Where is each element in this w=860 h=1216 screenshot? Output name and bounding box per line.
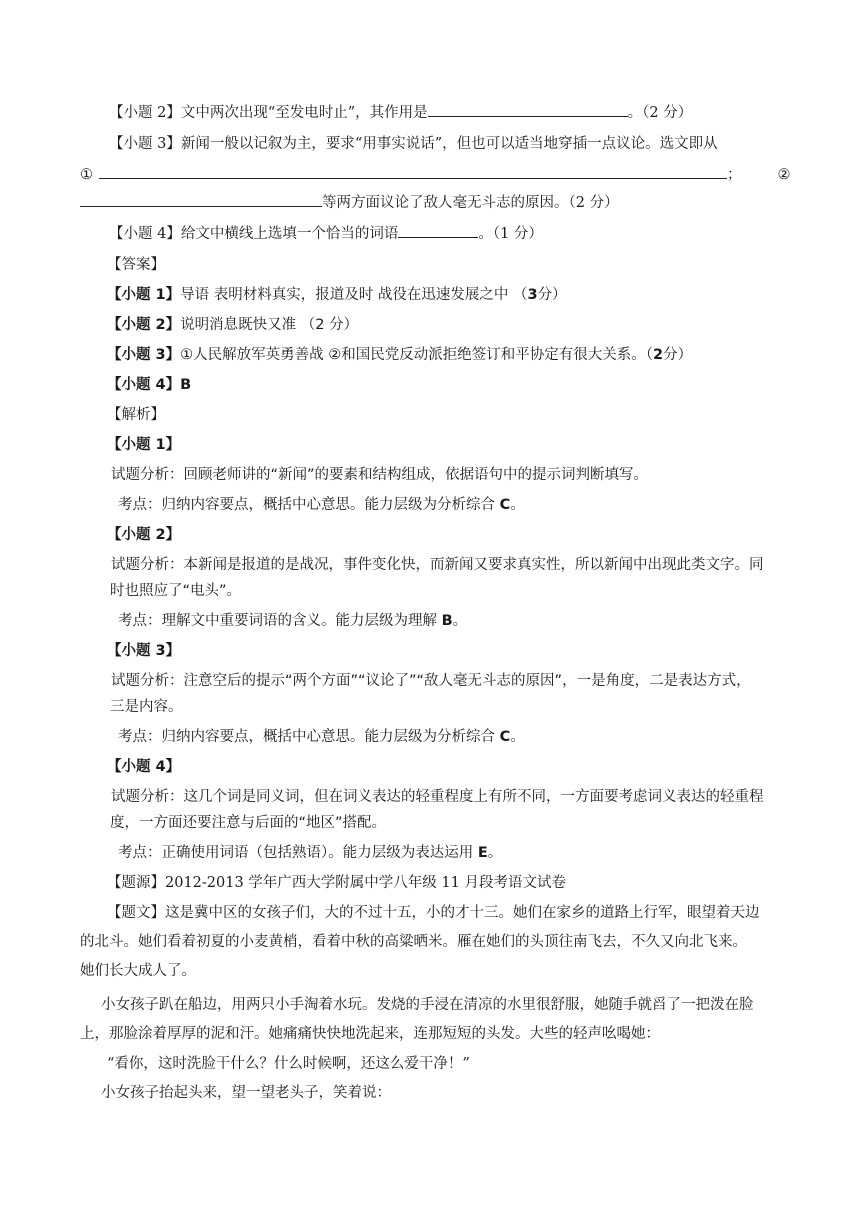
answer-text: B [180,377,192,393]
separator: ； [727,167,742,183]
passage-line-4: 小女孩子趴在船边，用两只小手淘着水玩。发烧的手浸在清凉的水里很舒服，她随手就舀了一把泼在脸 [101,997,754,1013]
source-label: 【题源】 [107,875,165,891]
analysis-1-label [107,434,180,456]
level-letter: C [499,729,511,745]
analysis-heading: 【解析】 [107,407,165,423]
passage-line-3: 她们长大成人了。 [80,963,196,979]
answer-label: 【小题 2】 [107,317,181,333]
circle-two-mark: ② [777,167,791,183]
level-letter: C [499,497,511,513]
question-text: 给文中横线上选填一个恰当的词语 [180,226,399,242]
question-3-line2 [80,164,791,186]
answer-4 [107,374,191,396]
analysis-1-point [118,494,525,516]
question-label: 【小题 2】 [109,105,181,121]
passage-line-7: 小女孩子抬起头来，望一望老头子，笑着说： [101,1085,391,1101]
point-end: 。 [487,845,503,861]
analysis-label: 【小题 1】 [107,437,181,453]
answer-score: 3 [527,287,538,303]
analysis-3-text-2: 三是内容。 [110,699,183,715]
answer-end: 分） [537,287,567,303]
answer-1 [107,284,567,306]
analysis-2-text-1: 试题分析：本新闻是报道的是战况，事件变化快，而新闻又要求真实性，所以新闻中出现此类文字。同 [111,557,764,573]
source-line [107,872,566,894]
level-letter: B [441,613,453,629]
point-text: 考点：归纳内容要点，概括中心意思。能力层级为分析综合 [118,497,500,513]
analysis-3-point [118,726,525,748]
answer-text: 说明消息既快又准 （2 分） [180,317,359,333]
passage-label: 【题文】 [107,905,165,921]
source-text: 2012-2013 学年广西大学附属中学八年级 11 月段考语文试卷 [165,875,566,891]
passage-line-5: 上，那脸涂着厚厚的泥和汗。她痛痛快快地洗起来，连那短短的头发。大些的轻声吆喝她： [80,1026,660,1042]
point-end: 。 [452,613,468,629]
analysis-4-text-1: 试题分析：这几个词是同义词，但在词义表达的轻重程度上有所不同，一方面要考虑词义表达的轻重程 [111,789,764,805]
analysis-2-text-2: 时也照应了“电头”。 [110,583,242,599]
analysis-3-label [107,640,180,662]
answer-3 [107,344,692,366]
question-tail: 。（1 分） [478,226,543,242]
analysis-label: 【小题 3】 [107,643,181,659]
answer-score: 2 [653,347,664,363]
level-letter: E [477,845,488,861]
passage-line-2: 的北斗。她们看着初夏的小麦黄梢，看着中秋的高粱晒米。雁在她们的头顶往南飞去，不久又向北飞来。 [80,934,747,950]
passage-line-1 [107,902,760,924]
point-end: 。 [510,729,525,745]
point-text: 考点：正确使用词语（包括熟语）。能力层级为表达运用 [118,845,478,861]
answer-end: 分） [663,347,693,363]
answer-heading: 【答案】 [107,257,165,273]
question-label: 【小题 3】 [109,136,181,152]
question-2 [109,102,692,124]
question-text: 文中两次出现“至发电时止”，其作用是 [180,105,428,121]
question-text: 新闻一般以记叙为主，要求“用事实说话”，但也可以适当地穿插一点议论。选文即从 [180,136,718,152]
circle-one-mark: ① [80,167,93,183]
answer-blank[interactable] [398,223,478,238]
passage-line-6: “看你，这时洗脸干什么？什么时候啊，还这么爱干净！” [107,1056,470,1072]
analysis-4-text-2: 度，一方面还要注意与后面的“地区”搭配。 [110,815,387,831]
question-tail: 等两方面议论了敌人毫无斗志的原因。（2 分） [322,195,619,211]
point-text: 考点：归纳内容要点，概括中心意思。能力层级为分析综合 [118,729,500,745]
point-text: 考点：理解文中重要词语的含义。能力层级为理解 [118,613,442,629]
answer-label: 【小题 3】 [107,347,181,363]
analysis-4-point [118,842,502,864]
analysis-1-text: 试题分析：回顾老师讲的“新闻”的要素和结构组成，依据语句中的提示词判断填写。 [111,467,649,483]
point-end: 。 [510,497,525,513]
question-3-line3 [80,192,619,214]
analysis-4-label [107,756,180,778]
answer-label: 【小题 4】 [107,377,181,393]
answer-text: ①人民解放军英勇善战 ②和国民党反动派拒绝签订和平协定有很大关系。（ [180,347,653,363]
analysis-label: 【小题 2】 [107,527,181,543]
answer-label: 【小题 1】 [107,287,181,303]
question-4 [109,223,543,245]
analysis-3-text-1: 试题分析：注意空后的提示“两个方面”“议论了”“敌人毫无斗志的原因”，一是角度，二是表达方式， [111,673,751,689]
answer-blank[interactable] [428,102,628,117]
analysis-2-label [107,524,180,546]
question-tail: 。（2 分） [627,105,693,121]
passage-text: 这是冀中区的女孩子们，大的不过十五，小的才十三。她们在家乡的道路上行军，眼望着天边 [165,905,760,921]
analysis-label: 【小题 4】 [107,759,181,775]
question-3 [109,133,718,155]
answer-blank-1[interactable] [99,164,727,179]
answer-text: 导语 表明材料真实，报道及时 战役在迅速发展之中 （ [180,287,528,303]
analysis-2-point [118,610,467,632]
answer-2 [107,314,358,336]
question-label: 【小题 4】 [109,226,181,242]
answer-blank-2[interactable] [80,192,322,207]
